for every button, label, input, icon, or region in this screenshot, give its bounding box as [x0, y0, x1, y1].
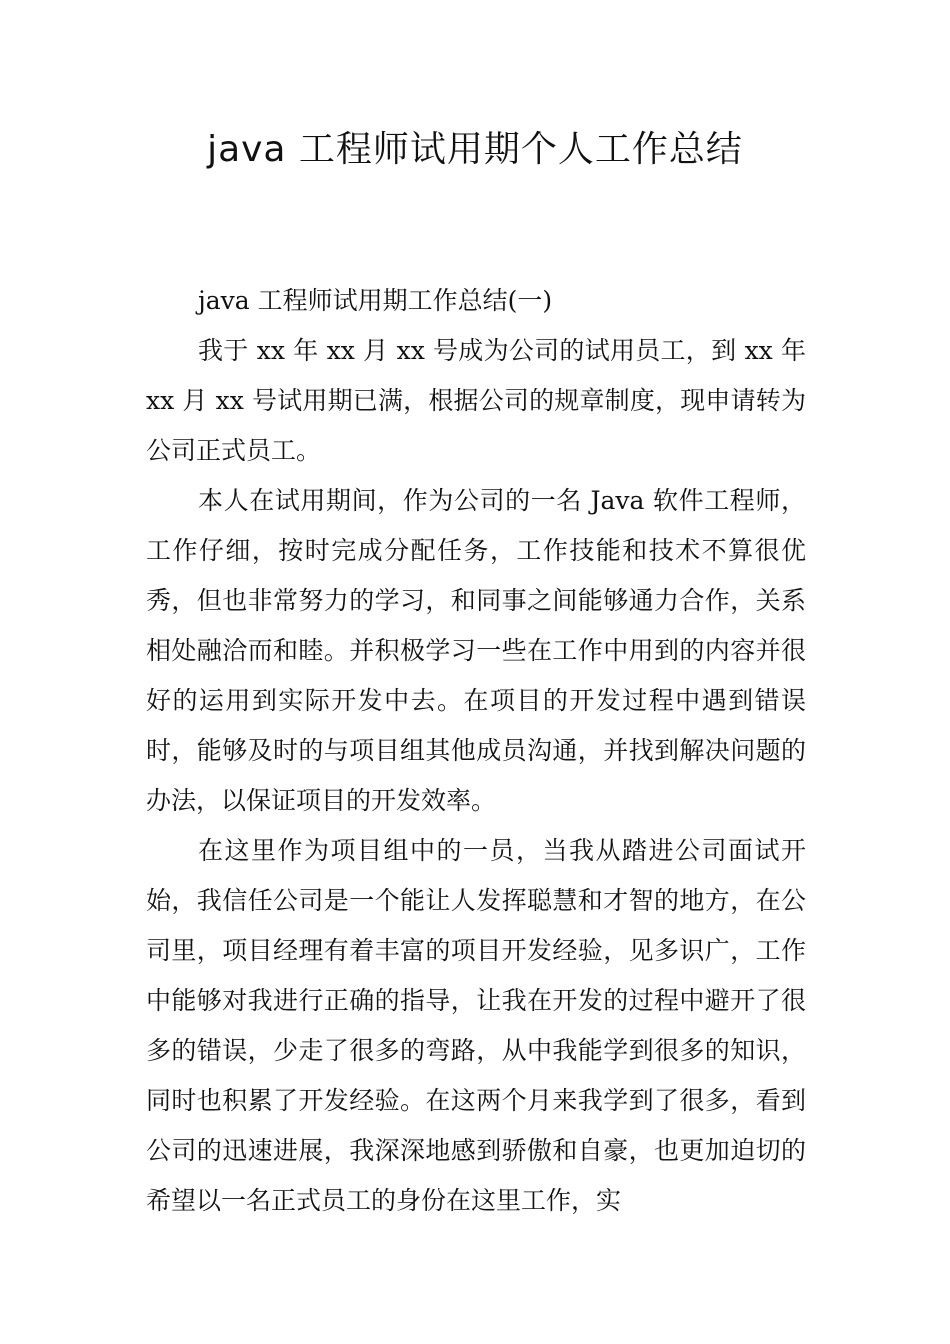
document-title: java 工程师试用期个人工作总结 [207, 129, 743, 170]
document-body [146, 276, 806, 1226]
paragraph-1: 我于 xx 年 xx 月 xx 号成为公司的试用员工，到 xx 年 xx 月 xx 号试用期已满，根据公司的规章制度，现申请转为公司正式员工。 [146, 336, 806, 465]
paragraph-2: 本人在试用期间，作为公司的一名 Java 软件工程师，工作仔细，按时完成分配任务，工作技能和技术不算很优秀，但也非常努力的学习，和同事之间能够通力合作，关系相处融洽而和睦。并积极学习一些在工作中用到的内容并很好的运用到实际开发中去。在项目的开发过程中遇到错误时，能够及时的与项目组其他成员沟通，并找到解决问题的办法，以保证项目的开发效率。 [146, 486, 806, 815]
paragraph-3: 在这里作为项目组中的一员，当我从踏进公司面试开始，我信任公司是一个能让人发挥聪慧和才智的地方，在公司里，项目经理有着丰富的项目开发经验，见多识广，工作中能够对我进行正确的指导，让我在开发的过程中避开了很多的错误，少走了很多的弯路，从中我能学到很多的知识，同时也积累了开发经验。在这两个月来我学到了很多，看到公司的迅速进展，我深深地感到骄傲和自豪，也更加迫切的希望以一名正式员工的身份在这里工作，实 [146, 836, 806, 1215]
section-heading: java 工程师试用期工作总结(一) [198, 286, 553, 315]
